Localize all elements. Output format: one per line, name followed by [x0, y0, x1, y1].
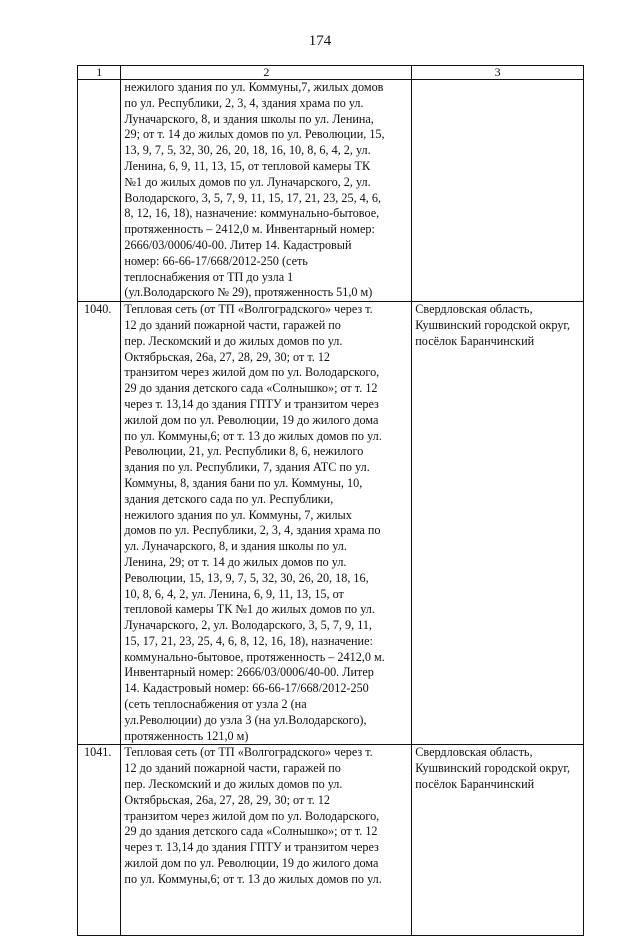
header-col-3: 3 — [412, 66, 584, 80]
row-location — [412, 80, 584, 302]
description-line: 13, 9, 7, 5, 32, 30, 26, 20, 18, 16, 10, 8, 6, 4, 2, ул. — [124, 143, 371, 158]
description-line: по ул. Коммуны,6; от т. 13 до жилых домов по ул. — [124, 871, 382, 886]
row-number: 1041. — [78, 745, 121, 936]
description-line: пер. Лескомский и до жилых домов по ул. — [124, 333, 343, 348]
location-line: посёлок Баранчинский — [415, 333, 535, 348]
location-line: посёлок Баранчинский — [415, 777, 535, 792]
description-line: 29; от т. 14 до жилых домов по ул. Революции, 15, — [124, 127, 385, 142]
description-line: 29 до здания детского сада «Солнышко»; от т. 12 — [124, 824, 378, 839]
description-line: Луначарского, 2, ул. Володарского, 3, 5, 7, 9, 11, — [124, 618, 372, 633]
description-line: коммунально-бытовое, протяженность – 2412,0 м. — [124, 649, 385, 664]
description-line: жилой дом по ул. Революции, 19 до жилого дома — [124, 856, 379, 871]
location-line: Кушвинский городской округ, — [415, 317, 571, 332]
page-number: 174 — [308, 33, 332, 49]
description-line: домов по ул. Республики, 2, 3, 4, здания храма по — [124, 523, 381, 538]
description-line: нежилого здания по ул. Коммуны, 7, жилых — [124, 507, 352, 522]
description-line: номер: 66-66-17/668/2012-250 (сеть — [124, 253, 308, 268]
description-line: ул. Луначарского, 8, и здания школы по ул. — [124, 539, 347, 554]
description-line: нежилого здания по ул. Коммуны,7, жилых домов — [124, 80, 384, 94]
row-description — [121, 302, 412, 745]
description-line: жилой дом по ул. Революции, 19 до жилого дома — [124, 412, 379, 427]
description-line: 12 до зданий пожарной части, гаражей по — [124, 761, 341, 776]
description-line: 15, 17, 21, 23, 25, 4, 6, 8, 12, 16, 18), назначение: — [124, 633, 373, 648]
description-line: по ул. Коммуны,6; от т. 13 до жилых домов по ул. — [124, 428, 382, 443]
description-line: транзитом через жилой дом по ул. Володарского, — [124, 808, 380, 823]
table-header-row — [78, 66, 584, 80]
location-line: Кушвинский городской округ, — [415, 761, 571, 776]
table-row — [78, 745, 584, 936]
description-line: здания по ул. Республики, 7, здания АТС по ул. — [124, 460, 370, 475]
header-col-2: 2 — [121, 66, 412, 80]
header-col-1: 1 — [78, 66, 121, 80]
description-line: транзитом через жилой дом по ул. Володарского, — [124, 365, 380, 380]
description-line: Тепловая сеть (от ТП «Волгоградского» через т. — [124, 302, 373, 317]
registry-table — [77, 65, 584, 936]
description-line: 10, 8, 6, 4, 2, ул. Ленина, 6, 9, 11, 13, 15, от — [124, 586, 344, 601]
row-number: 1040. — [78, 302, 121, 745]
description-line: Октябрьская, 26а, 27, 28, 29, 30; от т. 12 — [124, 792, 331, 807]
description-line: через т. 13,14 до здания ГПТУ и транзитом через — [124, 396, 379, 411]
description-line: Революции, 15, 13, 9, 7, 5, 32, 30, 26, 20, 18, 16, — [124, 570, 369, 585]
description-line: 12 до зданий пожарной части, гаражей по — [124, 317, 341, 332]
description-line: 14. Кадастровый номер: 66-66-17/668/2012-250 — [124, 681, 369, 696]
description-line: Октябрьская, 26а, 27, 28, 29, 30; от т. 12 — [124, 349, 331, 364]
description-line: (ул.Володарского № 29), протяженность 51,0 м) — [124, 285, 373, 300]
description-line: пер. Лескомский и до жилых домов по ул. — [124, 777, 343, 792]
description-line: протяженность – 2412,0 м. Инвентарный номер: — [124, 222, 375, 237]
description-line: Революции, 21, ул. Республики 8, 6, нежилого — [124, 444, 364, 459]
row-description — [121, 745, 412, 936]
row-number — [78, 80, 121, 302]
description-line: №1 до жилых домов по ул. Луначарского, 2, ул. — [124, 174, 371, 189]
description-line: протяженность 121,0 м) — [124, 728, 249, 743]
description-line: тепловой камеры ТК №1 до жилых домов по ул. — [124, 602, 375, 617]
row-location — [412, 302, 584, 745]
description-line: 29 до здания детского сада «Солнышко»; от т. 12 — [124, 381, 378, 396]
row-location — [412, 745, 584, 936]
description-line: Инвентарный номер: 2666/03/0006/40-00. Литер — [124, 665, 374, 680]
table-row — [78, 80, 584, 302]
description-line: (сеть теплоснабжения от узла 2 (на — [124, 697, 307, 712]
location-line: Свердловская область, — [415, 302, 533, 317]
description-line: по ул. Республики, 2, 3, 4, здания храма по ул. — [124, 95, 364, 110]
table-row — [78, 302, 584, 745]
description-line: 2666/03/0006/40-00. Литер 14. Кадастровый — [124, 237, 352, 252]
description-line: Ленина, 6, 9, 11, 13, 15, от тепловой камеры ТК — [124, 158, 371, 173]
description-line: Коммуны, 8, здания бани по ул. Коммуны, 10, — [124, 475, 363, 490]
description-line: здания детского сада по ул. Республики, — [124, 491, 334, 506]
description-line: 8, 12, 16, 18), назначение: коммунально-бытовое, — [124, 206, 380, 221]
location-line: Свердловская область, — [415, 745, 533, 760]
description-line: теплоснабжения от ТП до узла 1 — [124, 269, 294, 284]
description-line: Тепловая сеть (от ТП «Волгоградского» через т. — [124, 745, 373, 760]
description-line: Ленина, 29; от т. 14 до жилых домов по ул. — [124, 554, 347, 569]
description-line: через т. 13,14 до здания ГПТУ и транзитом через — [124, 840, 379, 855]
description-line: Луначарского, 8, и здания школы по ул. Ленина, — [124, 111, 374, 126]
description-line: Володарского, 3, 5, 7, 9, 11, 15, 17, 21, 23, 25, 4, 6, — [124, 190, 382, 205]
description-line: ул.Революции) до узла 3 (на ул.Володарского), — [124, 712, 367, 727]
row-description — [121, 80, 412, 302]
